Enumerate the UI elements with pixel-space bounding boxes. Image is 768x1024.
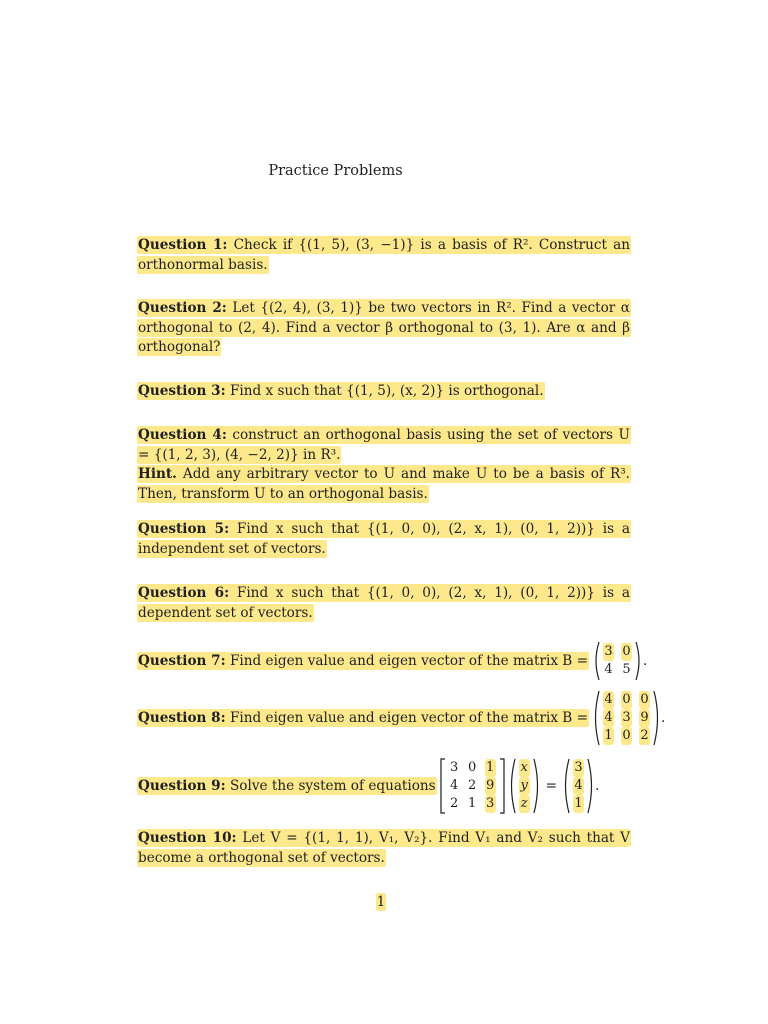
question-4 xyxy=(137,426,631,504)
matrix-cell: 9 xyxy=(640,710,649,725)
question-8 xyxy=(137,690,665,746)
question-3-text: Find x such that {(1, 5), (x, 2)} is orthogonal. xyxy=(229,383,544,399)
question-7-text: Find eigen value and eigen vector of the matrix B = xyxy=(229,653,589,669)
page-title: Practice Problems xyxy=(268,163,403,179)
matrix-cell: 1 xyxy=(486,760,495,775)
variable-vector xyxy=(508,758,541,814)
question-3-label: Question 3: xyxy=(138,383,226,399)
question-1 xyxy=(137,236,631,275)
left-paren xyxy=(562,758,570,814)
matrix-cell: 4 xyxy=(604,710,613,725)
matrix-b-2x2 xyxy=(592,641,643,681)
matrix-cell: 0 xyxy=(622,644,631,659)
matrix-cell: 3 xyxy=(604,644,613,659)
question-1-label: Question 1: xyxy=(138,237,228,253)
question-6 xyxy=(137,584,631,623)
question-10-text: Let V = {(1, 1, 1), V₁, V₂}. Find V₁ and V₂ such that V become a orthogonal set of vectors. xyxy=(138,830,630,866)
matrix-cell: 3 xyxy=(622,710,631,725)
question-6-label: Question 6: xyxy=(138,585,230,601)
matrix-cell: 2 xyxy=(450,796,459,811)
question-9 xyxy=(137,758,599,814)
question-2 xyxy=(137,299,631,358)
rhs-vector xyxy=(562,758,595,814)
matrix-cell: 4 xyxy=(604,662,613,677)
question-2-label: Question 2: xyxy=(138,300,227,316)
question-4-label: Question 4: xyxy=(138,427,227,443)
vector-entry-z: z xyxy=(519,795,530,813)
page-number: 1 xyxy=(376,894,386,910)
question-6-text: Find x such that {(1, 0, 0), (2, x, 1), (0, 1, 2))} is a dependent set of vectors. xyxy=(138,585,630,621)
question-5-text: Find x such that {(1, 0, 0), (2, x, 1), (0, 1, 2))} is a independent set of vectors. xyxy=(138,521,630,557)
matrix-cell: 3 xyxy=(486,796,495,811)
matrix-cell: 0 xyxy=(622,728,631,743)
left-paren xyxy=(508,758,516,814)
question-9-label: Question 9: xyxy=(138,778,226,794)
left-bracket xyxy=(440,758,446,814)
question-4-hint: Add any arbitrary vector to U and make U to be a basis of R³. Then, transform U to an orthogonal basis. xyxy=(138,466,630,502)
question-4-text: construct an orthogonal basis using the set of vectors U = {(1, 2, 3), (4, −2, 2)} in R³. xyxy=(138,427,630,463)
vector-entry-y: y xyxy=(520,778,528,793)
matrix-cell: 0 xyxy=(622,692,631,707)
right-paren xyxy=(635,641,643,681)
left-paren xyxy=(592,641,600,681)
matrix-cell: 0 xyxy=(468,760,477,775)
question-1-text: Check if {(1, 5), (3, −1)} is a basis of R². Construct an orthonormal basis. xyxy=(138,237,631,273)
question-10 xyxy=(137,829,631,868)
left-paren xyxy=(592,690,600,746)
matrix-cell: 4 xyxy=(604,692,613,707)
right-paren xyxy=(587,758,595,814)
question-8-text: Find eigen value and eigen vector of the matrix B = xyxy=(229,710,589,726)
vector-entry: 1 xyxy=(574,796,583,811)
question-7 xyxy=(137,641,647,681)
question-7-label: Question 7: xyxy=(138,653,226,669)
vector-entry: 4 xyxy=(574,778,583,793)
right-bracket xyxy=(499,758,505,814)
question-5-label: Question 5: xyxy=(138,521,230,537)
question-7-end: . xyxy=(643,653,648,669)
matrix-cell: 3 xyxy=(450,760,459,775)
matrix-cell: 2 xyxy=(640,728,649,743)
matrix-b-3x3 xyxy=(592,690,661,746)
question-9-text: Solve the system of equations xyxy=(229,778,436,794)
question-5 xyxy=(137,520,631,559)
question-3 xyxy=(137,382,631,402)
question-9-end: . xyxy=(595,778,600,794)
vector-entry-x: x xyxy=(520,760,528,775)
question-8-label: Question 8: xyxy=(138,710,226,726)
matrix-cell: 5 xyxy=(622,662,631,677)
matrix-cell: 4 xyxy=(450,778,459,793)
question-4-hint-label: Hint. xyxy=(138,466,177,482)
vector-entry: 3 xyxy=(574,760,583,775)
matrix-cell: 1 xyxy=(604,728,613,743)
right-paren xyxy=(533,758,541,814)
matrix-cell: 2 xyxy=(468,778,477,793)
right-paren xyxy=(653,690,661,746)
matrix-cell: 0 xyxy=(640,692,649,707)
question-8-end: . xyxy=(661,710,666,726)
coefficient-matrix xyxy=(440,758,505,814)
question-10-label: Question 10: xyxy=(138,830,237,846)
equals-sign: = xyxy=(545,778,558,794)
matrix-cell: 9 xyxy=(486,778,495,793)
matrix-cell: 1 xyxy=(468,796,477,811)
question-2-text: Let {(2, 4), (3, 1)} be two vectors in R². Find a vector α orthogonal to (2, 4). Find a vector β orthogonal to (3, 1). Are α and β orthogonal? xyxy=(138,300,630,355)
